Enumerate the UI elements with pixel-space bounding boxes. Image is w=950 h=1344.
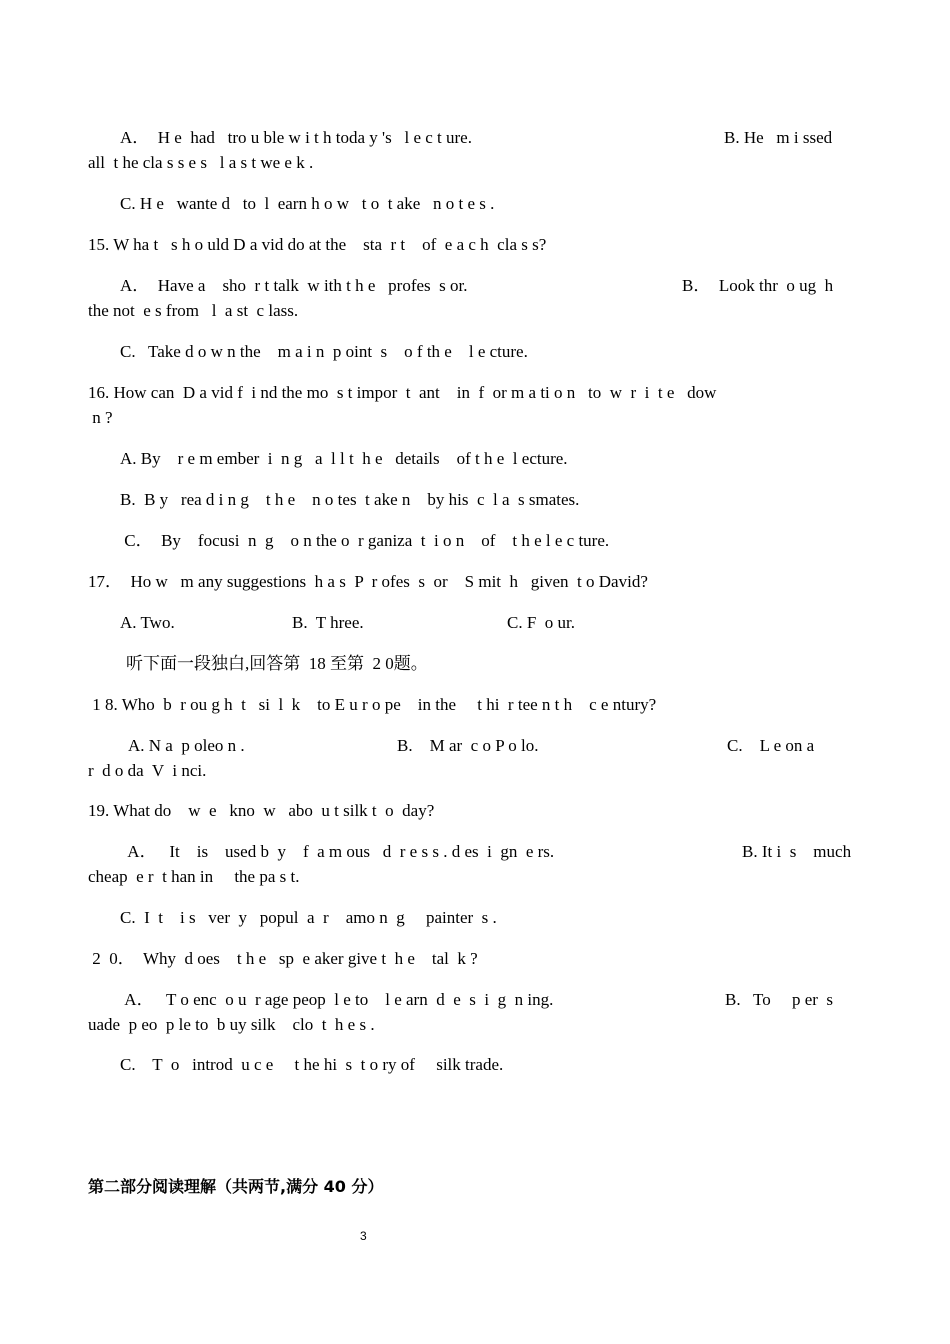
q16-option-b: B. B y rea d i n g t h e n o tes t ake n by his c l a s smates.: [120, 490, 580, 509]
q14-option-b-part1: B. He m i ssed: [724, 128, 833, 147]
q14-option-a: A． H e had tro u ble w i t h toda y 's l e c t ure.: [120, 128, 472, 147]
q20-option-a: A． T o enc o u r age peop l e to l e arn d e s i g n ing.: [121, 990, 554, 1009]
page-number: 3: [360, 1229, 367, 1243]
q17-question: 17． Ho w m any suggestions h a s P r ofes s or S mit h given t o David?: [88, 572, 648, 591]
q15-option-a: A． Have a sho r t talk w ith t h e profes s or.: [120, 276, 468, 295]
q14-option-c: C. H e wante d to l earn h o w t o t ake n o t e s .: [120, 194, 495, 213]
q16-question-part2: n ?: [88, 408, 113, 427]
q20-option-b-part2: uade p eo p le to b uy silk clo t h e s .: [88, 1015, 375, 1034]
q19-question: 19. What do w e kno w abo u t silk t o day?: [88, 801, 435, 820]
q15-question: 15. W ha t s h o uld D a vid do at the sta r t of e a c h cla s s?: [88, 235, 547, 254]
section-title: 第二部分阅读理解（共两节,满分 40 分）: [88, 1177, 384, 1196]
listening-instruction: 听下面一段独白,回答第 18 至第 2 0题。: [126, 654, 428, 673]
q16-option-c: C． By focusi n g o n the o r ganiza t i o n of t h e l e c ture.: [120, 531, 610, 550]
q16-option-a: A. By r e m ember i n g a l l t h e details of t h e l ecture.: [120, 449, 568, 468]
q20-option-b-part1: B. To p er s: [725, 990, 834, 1009]
q17-option-c: C. F o ur.: [507, 613, 576, 632]
q19-option-c: C. I t i s ver y popul a r amo n g painter s .: [120, 908, 497, 927]
q19-option-a: A． It is used b y f a m ous d r e s s . d es i gn e rs.: [124, 842, 555, 861]
q15-option-c: C. Take d o w n the m a i n p oint s o f th e l e cture.: [120, 342, 528, 361]
q17-option-a: A. Two.: [120, 613, 175, 632]
q19-option-b-part2: cheap e r t han in the pa s t.: [88, 867, 300, 886]
q19-option-b-part1: B. It i s much: [742, 842, 852, 861]
q18-question: 1 8. Who b r ou g h t si l k to E u r o pe in the t hi r tee n t h c e ntury?: [88, 695, 657, 714]
q16-question-part1: 16. How can D a vid f i nd the mo s t impor t ant in f or m a ti o n to w r i t e dow: [88, 383, 717, 402]
q18-option-a: A. N a p oleo n .: [128, 736, 245, 755]
q18-option-b: B. M ar c o P o lo.: [397, 736, 539, 755]
q17-option-b: B. T hree.: [292, 613, 364, 632]
q18-option-c-part1: C. L e on a: [727, 736, 815, 755]
q20-option-c: C. T o introd u c e t he hi s t o ry of silk trade.: [120, 1055, 504, 1074]
q15-option-b-part2: the not e s from l a st c lass.: [88, 301, 299, 320]
q18-option-c-part2: r d o da V i nci.: [88, 761, 207, 780]
q20-question: 2 0． Why d oes t h e sp e aker give t h e tal k ?: [88, 949, 478, 968]
q14-option-b-part2: all t he cla s s e s l a s t we e k .: [88, 153, 314, 172]
q15-option-b-part1: B． Look thr o ug h: [682, 276, 834, 295]
